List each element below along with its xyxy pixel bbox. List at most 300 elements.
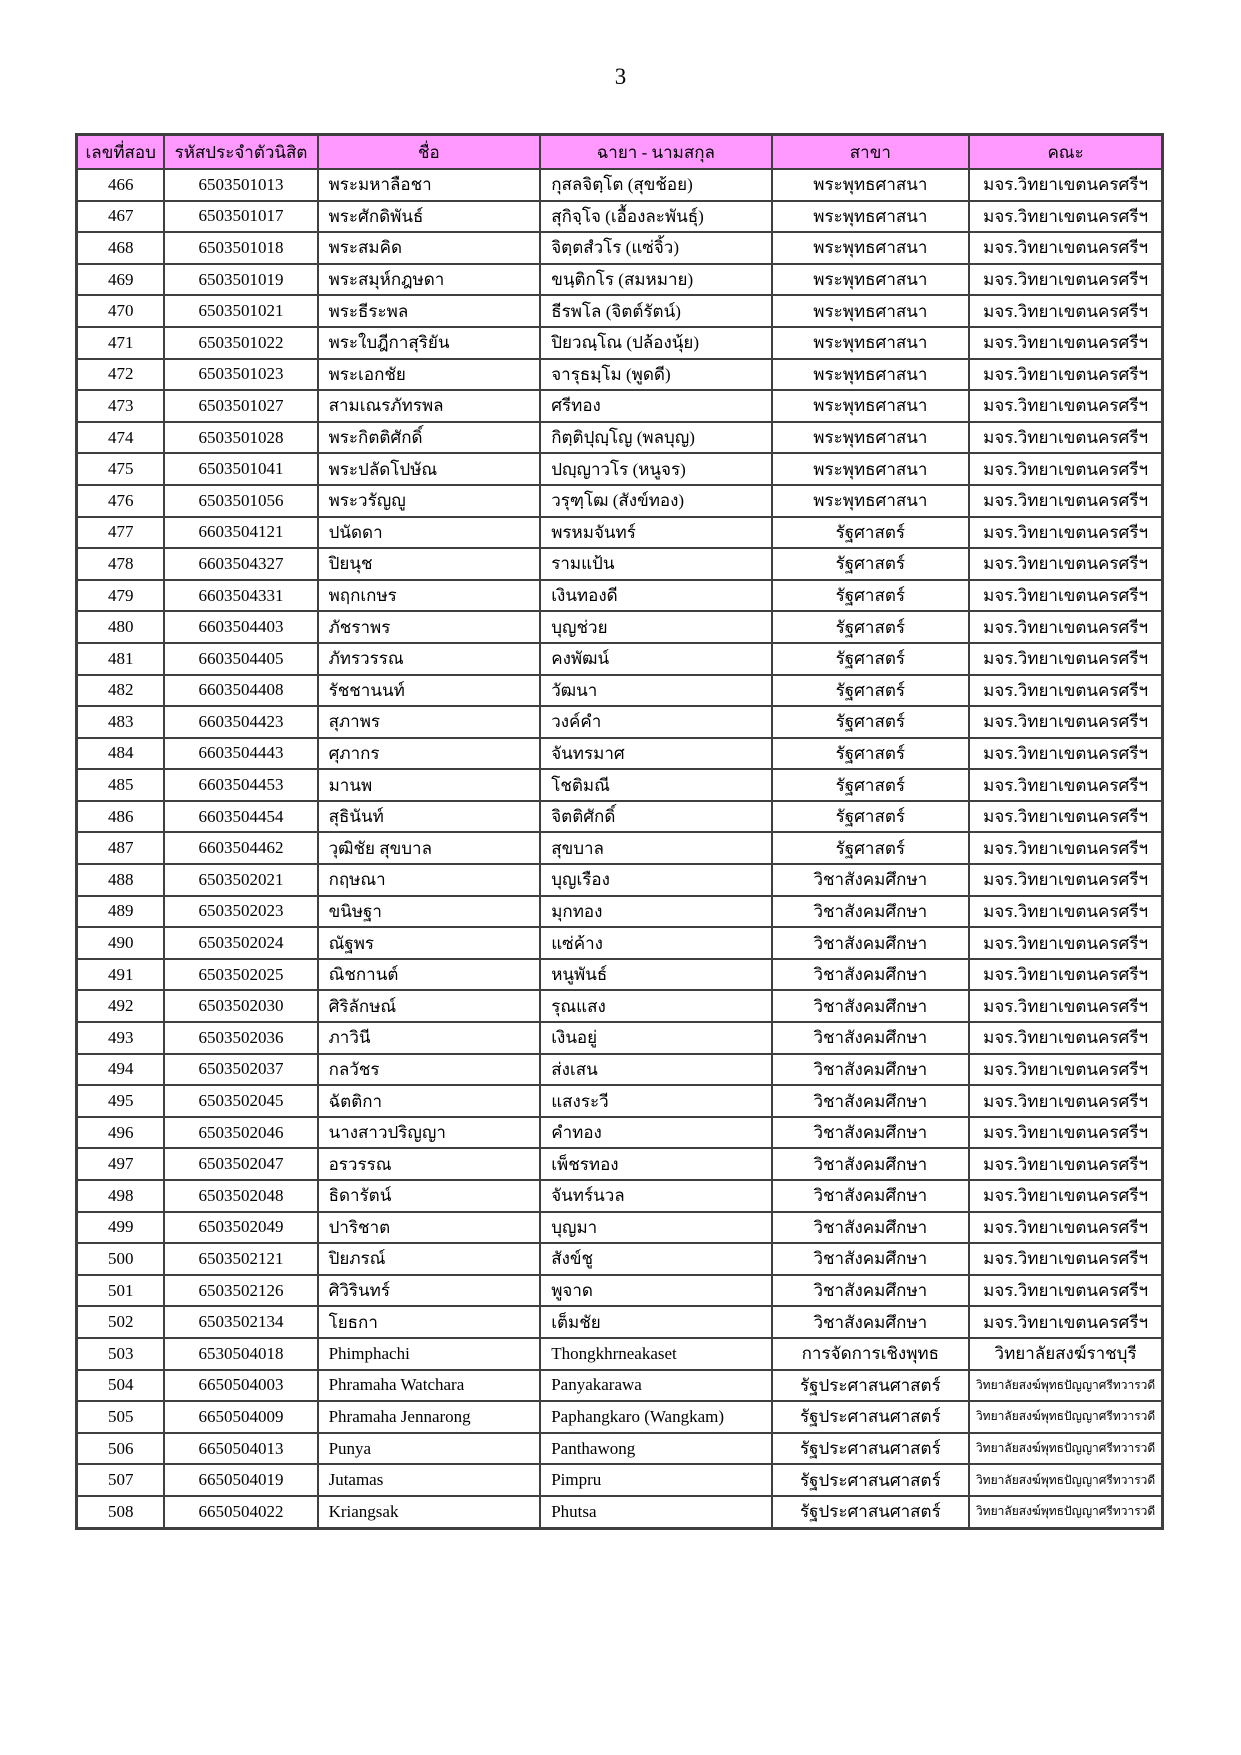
table-header [77,135,1163,170]
major-cell: วิชาสังคมศึกษา [772,1275,970,1307]
major-cell: พระพุทธศาสนา [772,264,970,296]
name-cell: โยธกา [318,1306,541,1338]
dhamma-surname-cell: ศรีทอง [540,390,771,422]
table-row [77,580,1163,612]
table-row [77,675,1163,707]
student-id-cell: 6603504331 [164,580,317,612]
major-cell: พระพุทธศาสนา [772,359,970,391]
exam-no-cell: 480 [77,611,165,643]
column-header-student-id: รหัสประจำตัวนิสิต [164,135,317,170]
column-header-major: สาขา [772,135,970,170]
name-cell: พระปลัดโปษัณ [318,453,541,485]
dhamma-surname-cell: ปญฺญาวโร (หนูจร) [540,453,771,485]
student-id-cell: 6503502037 [164,1054,317,1086]
major-cell: พระพุทธศาสนา [772,169,970,201]
name-cell: ปนัดดา [318,517,541,549]
table-row [77,548,1163,580]
student-id-cell: 6603504443 [164,738,317,770]
table-row [77,1148,1163,1180]
table-row [77,232,1163,264]
faculty-cell: มจร.วิทยาเขตนครศรีฯ [969,264,1162,296]
table-row [77,706,1163,738]
exam-no-cell: 498 [77,1180,165,1212]
exam-no-cell: 491 [77,959,165,991]
name-cell: Jutamas [318,1464,541,1496]
dhamma-surname-cell: บุญช่วย [540,611,771,643]
student-id-cell: 6603504454 [164,801,317,833]
faculty-cell: มจร.วิทยาเขตนครศรีฯ [969,801,1162,833]
faculty-cell: มจร.วิทยาเขตนครศรีฯ [969,390,1162,422]
table-row [77,1180,1163,1212]
dhamma-surname-cell: หนูพันธ์ [540,959,771,991]
dhamma-surname-cell: ธีรพโล (จิตต์รัตน์) [540,295,771,327]
student-id-cell: 6503501041 [164,453,317,485]
faculty-cell: มจร.วิทยาเขตนครศรีฯ [969,738,1162,770]
major-cell: วิชาสังคมศึกษา [772,1212,970,1244]
student-id-cell: 6603504408 [164,675,317,707]
faculty-cell: มจร.วิทยาเขตนครศรีฯ [969,517,1162,549]
name-cell: พระเอกชัย [318,359,541,391]
major-cell: รัฐศาสตร์ [772,548,970,580]
student-id-cell: 6503502048 [164,1180,317,1212]
exam-no-cell: 468 [77,232,165,264]
major-cell: รัฐศาสตร์ [772,801,970,833]
name-cell: พระใบฎีกาสุริยัน [318,327,541,359]
faculty-cell: มจร.วิทยาเขตนครศรีฯ [969,453,1162,485]
faculty-cell: มจร.วิทยาเขตนครศรีฯ [969,232,1162,264]
dhamma-surname-cell: มุกทอง [540,896,771,928]
name-cell: ปิยนุช [318,548,541,580]
name-cell: นางสาวปริญญา [318,1117,541,1149]
exam-no-cell: 483 [77,706,165,738]
table-row [77,896,1163,928]
major-cell: รัฐศาสตร์ [772,832,970,864]
dhamma-surname-cell: แสงระวี [540,1085,771,1117]
name-cell: พระสมคิด [318,232,541,264]
name-cell: ศุภากร [318,738,541,770]
table-row [77,295,1163,327]
student-id-cell: 6503502021 [164,864,317,896]
major-cell: พระพุทธศาสนา [772,485,970,517]
faculty-cell: มจร.วิทยาเขตนครศรีฯ [969,1148,1162,1180]
table-row [77,801,1163,833]
name-cell: Phramaha Jennarong [318,1401,541,1433]
student-id-cell: 6650504022 [164,1496,317,1528]
faculty-cell: วิทยาลัยสงฆ์พุทธปัญญาศรีทวารวดี [969,1370,1162,1402]
dhamma-surname-cell: ขนฺติกโร (สมหมาย) [540,264,771,296]
table-row [77,611,1163,643]
major-cell: รัฐศาสตร์ [772,643,970,675]
faculty-cell: มจร.วิทยาเขตนครศรีฯ [969,643,1162,675]
name-cell: Phramaha Watchara [318,1370,541,1402]
major-cell: วิชาสังคมศึกษา [772,1243,970,1275]
exam-no-cell: 494 [77,1054,165,1086]
major-cell: พระพุทธศาสนา [772,295,970,327]
exam-no-cell: 489 [77,896,165,928]
exam-no-cell: 505 [77,1401,165,1433]
name-cell: พระกิตติศักดิ์ [318,422,541,454]
major-cell: รัฐประศาสนศาสตร์ [772,1464,970,1496]
name-cell: Phimphachi [318,1338,541,1370]
header-row [77,135,1163,170]
faculty-cell: มจร.วิทยาเขตนครศรีฯ [969,359,1162,391]
major-cell: วิชาสังคมศึกษา [772,990,970,1022]
table-row [77,1054,1163,1086]
major-cell: รัฐประศาสนศาสตร์ [772,1496,970,1528]
major-cell: วิชาสังคมศึกษา [772,1054,970,1086]
name-cell: สามเณรภัทรพล [318,390,541,422]
student-id-cell: 6650504013 [164,1433,317,1465]
student-id-cell: 6503501028 [164,422,317,454]
name-cell: พระวรัญญู [318,485,541,517]
column-header-exam-no: เลขที่สอบ [77,135,165,170]
exam-no-cell: 470 [77,295,165,327]
faculty-cell: มจร.วิทยาเขตนครศรีฯ [969,1275,1162,1307]
exam-no-cell: 504 [77,1370,165,1402]
table-row [77,769,1163,801]
exam-no-cell: 469 [77,264,165,296]
student-id-cell: 6503502024 [164,927,317,959]
name-cell: ศิวิรินทร์ [318,1275,541,1307]
exam-no-cell: 467 [77,201,165,233]
exam-no-cell: 481 [77,643,165,675]
dhamma-surname-cell: วัฒนา [540,675,771,707]
student-id-cell: 6603504403 [164,611,317,643]
table-row [77,1212,1163,1244]
exam-no-cell: 502 [77,1306,165,1338]
faculty-cell: มจร.วิทยาเขตนครศรีฯ [969,927,1162,959]
name-cell: ฉัตติกา [318,1085,541,1117]
table-row [77,832,1163,864]
student-id-cell: 6503502025 [164,959,317,991]
faculty-cell: มจร.วิทยาเขตนครศรีฯ [969,832,1162,864]
major-cell: รัฐประศาสนศาสตร์ [772,1433,970,1465]
table-row [77,1243,1163,1275]
major-cell: พระพุทธศาสนา [772,422,970,454]
major-cell: พระพุทธศาสนา [772,327,970,359]
faculty-cell: วิทยาลัยสงฆ์พุทธปัญญาศรีทวารวดี [969,1464,1162,1496]
table-row [77,359,1163,391]
exam-no-cell: 493 [77,1022,165,1054]
table-row [77,453,1163,485]
student-id-cell: 6503502046 [164,1117,317,1149]
exam-no-cell: 495 [77,1085,165,1117]
student-id-cell: 6503501023 [164,359,317,391]
dhamma-surname-cell: รามแป้น [540,548,771,580]
table-row [77,1117,1163,1149]
dhamma-surname-cell: จันทรมาศ [540,738,771,770]
student-id-cell: 6603504462 [164,832,317,864]
name-cell: ปิยภรณ์ [318,1243,541,1275]
student-id-cell: 6603504423 [164,706,317,738]
major-cell: วิชาสังคมศึกษา [772,1117,970,1149]
column-header-name: ชื่อ [318,135,541,170]
name-cell: Punya [318,1433,541,1465]
student-id-cell: 6503502126 [164,1275,317,1307]
name-cell: ปาริชาต [318,1212,541,1244]
student-id-cell: 6530504018 [164,1338,317,1370]
name-cell: พระธีระพล [318,295,541,327]
table-row [77,264,1163,296]
faculty-cell: มจร.วิทยาเขตนครศรีฯ [969,611,1162,643]
student-id-cell: 6503502030 [164,990,317,1022]
exam-no-cell: 482 [77,675,165,707]
dhamma-surname-cell: Phutsa [540,1496,771,1528]
name-cell: ภาวินี [318,1022,541,1054]
faculty-cell: มจร.วิทยาเขตนครศรีฯ [969,1212,1162,1244]
table-row [77,738,1163,770]
student-id-cell: 6503501018 [164,232,317,264]
major-cell: รัฐประศาสนศาสตร์ [772,1370,970,1402]
exam-no-cell: 466 [77,169,165,201]
table-row [77,327,1163,359]
dhamma-surname-cell: พูจาด [540,1275,771,1307]
table-row [77,990,1163,1022]
exam-no-cell: 500 [77,1243,165,1275]
name-cell: พระมหาลือชา [318,169,541,201]
name-cell: Kriangsak [318,1496,541,1528]
major-cell: วิชาสังคมศึกษา [772,1148,970,1180]
exam-no-cell: 497 [77,1148,165,1180]
dhamma-surname-cell: จิตติศักดิ์ [540,801,771,833]
name-cell: ขนิษฐา [318,896,541,928]
faculty-cell: วิทยาลัยสงฆ์พุทธปัญญาศรีทวารวดี [969,1433,1162,1465]
dhamma-surname-cell: วงค์คำ [540,706,771,738]
table-row [77,1401,1163,1433]
dhamma-surname-cell: วรุฑฺโฒ (สังข์ทอง) [540,485,771,517]
table-row [77,169,1163,201]
name-cell: ธิดารัตน์ [318,1180,541,1212]
major-cell: รัฐประศาสนศาสตร์ [772,1401,970,1433]
name-cell: สุธินันท์ [318,801,541,833]
dhamma-surname-cell: Panthawong [540,1433,771,1465]
exam-no-cell: 508 [77,1496,165,1528]
faculty-cell: มจร.วิทยาเขตนครศรีฯ [969,896,1162,928]
table-row [77,1338,1163,1370]
dhamma-surname-cell: เต็มชัย [540,1306,771,1338]
table-row [77,1496,1163,1528]
dhamma-surname-cell: Thongkhrneakaset [540,1338,771,1370]
major-cell: วิชาสังคมศึกษา [772,1085,970,1117]
student-id-cell: 6503502134 [164,1306,317,1338]
student-id-cell: 6503502121 [164,1243,317,1275]
dhamma-surname-cell: ปิยวณฺโณ (ปล้องนุ้ย) [540,327,771,359]
table-row [77,485,1163,517]
name-cell: ภัทรวรรณ [318,643,541,675]
exam-no-cell: 486 [77,801,165,833]
table-row [77,390,1163,422]
major-cell: วิชาสังคมศึกษา [772,864,970,896]
faculty-cell: มจร.วิทยาเขตนครศรีฯ [969,580,1162,612]
dhamma-surname-cell: สังข์ชู [540,1243,771,1275]
student-id-cell: 6503502023 [164,896,317,928]
exam-no-cell: 503 [77,1338,165,1370]
major-cell: วิชาสังคมศึกษา [772,1022,970,1054]
exam-no-cell: 478 [77,548,165,580]
major-cell: วิชาสังคมศึกษา [772,927,970,959]
exam-no-cell: 473 [77,390,165,422]
major-cell: รัฐศาสตร์ [772,611,970,643]
student-id-cell: 6650504019 [164,1464,317,1496]
major-cell: รัฐศาสตร์ [772,706,970,738]
faculty-cell: มจร.วิทยาเขตนครศรีฯ [969,422,1162,454]
student-id-cell: 6650504009 [164,1401,317,1433]
exam-no-cell: 474 [77,422,165,454]
column-header-faculty: คณะ [969,135,1162,170]
dhamma-surname-cell: คงพัฒน์ [540,643,771,675]
faculty-cell: มจร.วิทยาเขตนครศรีฯ [969,295,1162,327]
name-cell: มานพ [318,769,541,801]
page-number: 3 [614,64,627,89]
table-row [77,1085,1163,1117]
student-id-cell: 6503501056 [164,485,317,517]
major-cell: พระพุทธศาสนา [772,232,970,264]
exam-no-cell: 506 [77,1433,165,1465]
faculty-cell: มจร.วิทยาเขตนครศรีฯ [969,675,1162,707]
dhamma-surname-cell: เงินทองดี [540,580,771,612]
table-row [77,1306,1163,1338]
student-id-cell: 6503502036 [164,1022,317,1054]
exam-no-cell: 472 [77,359,165,391]
exam-no-cell: 499 [77,1212,165,1244]
faculty-cell: มจร.วิทยาเขตนครศรีฯ [969,1117,1162,1149]
name-cell: ณัฐพร [318,927,541,959]
exam-no-cell: 490 [77,927,165,959]
faculty-cell: มจร.วิทยาเขตนครศรีฯ [969,1306,1162,1338]
faculty-cell: มจร.วิทยาเขตนครศรีฯ [969,864,1162,896]
faculty-cell: มจร.วิทยาเขตนครศรีฯ [969,990,1162,1022]
faculty-cell: มจร.วิทยาเขตนครศรีฯ [969,1022,1162,1054]
faculty-cell: มจร.วิทยาเขตนครศรีฯ [969,1085,1162,1117]
student-id-cell: 6503501021 [164,295,317,327]
name-cell: สุภาพร [318,706,541,738]
dhamma-surname-cell: บุญมา [540,1212,771,1244]
table-row [77,517,1163,549]
name-cell: กลวัชร [318,1054,541,1086]
dhamma-surname-cell: จันทร์นวล [540,1180,771,1212]
name-cell: พระสมุห์กฎษดา [318,264,541,296]
dhamma-surname-cell: พรหมจันทร์ [540,517,771,549]
table-row [77,643,1163,675]
student-id-cell: 6650504003 [164,1370,317,1402]
column-header-dhamma-surname: ฉายา - นามสกุล [540,135,771,170]
major-cell: พระพุทธศาสนา [772,453,970,485]
exam-no-cell: 507 [77,1464,165,1496]
student-id-cell: 6503502049 [164,1212,317,1244]
major-cell: รัฐศาสตร์ [772,517,970,549]
faculty-cell: มจร.วิทยาเขตนครศรีฯ [969,706,1162,738]
major-cell: วิชาสังคมศึกษา [772,959,970,991]
table-row [77,927,1163,959]
dhamma-surname-cell: กิตฺติปุญฺโญ (พลบุญ) [540,422,771,454]
name-cell: ณิชกานต์ [318,959,541,991]
student-id-cell: 6503502047 [164,1148,317,1180]
faculty-cell: มจร.วิทยาเขตนครศรีฯ [969,327,1162,359]
faculty-cell: วิทยาลัยสงฆ์พุทธปัญญาศรีทวารวดี [969,1401,1162,1433]
faculty-cell: มจร.วิทยาเขตนครศรีฯ [969,769,1162,801]
name-cell: พระศักดิพันธ์ [318,201,541,233]
table-row [77,864,1163,896]
faculty-cell: มจร.วิทยาเขตนครศรีฯ [969,201,1162,233]
exam-no-cell: 479 [77,580,165,612]
major-cell: รัฐศาสตร์ [772,769,970,801]
major-cell: รัฐศาสตร์ [772,580,970,612]
exam-no-cell: 477 [77,517,165,549]
dhamma-surname-cell: ส่งเสน [540,1054,771,1086]
name-cell: ศิริลักษณ์ [318,990,541,1022]
dhamma-surname-cell: แซ่ค้าง [540,927,771,959]
major-cell: วิชาสังคมศึกษา [772,1306,970,1338]
dhamma-surname-cell: Pimpru [540,1464,771,1496]
exam-no-cell: 485 [77,769,165,801]
student-id-cell: 6603504327 [164,548,317,580]
dhamma-surname-cell: สุขบาล [540,832,771,864]
student-id-cell: 6503501027 [164,390,317,422]
exam-no-cell: 492 [77,990,165,1022]
major-cell: รัฐศาสตร์ [772,675,970,707]
dhamma-surname-cell: กุสลจิตฺโต (สุขช้อย) [540,169,771,201]
exam-no-cell: 488 [77,864,165,896]
exam-no-cell: 487 [77,832,165,864]
student-id-cell: 6503501022 [164,327,317,359]
major-cell: วิชาสังคมศึกษา [772,896,970,928]
major-cell: วิชาสังคมศึกษา [772,1180,970,1212]
student-id-cell: 6503501013 [164,169,317,201]
table-row [77,1433,1163,1465]
dhamma-surname-cell: Paphangkaro (Wangkam) [540,1401,771,1433]
faculty-cell: มจร.วิทยาเขตนครศรีฯ [969,959,1162,991]
dhamma-surname-cell: Panyakarawa [540,1370,771,1402]
student-id-cell: 6503502045 [164,1085,317,1117]
faculty-cell: มจร.วิทยาเขตนครศรีฯ [969,1243,1162,1275]
exam-no-cell: 475 [77,453,165,485]
student-id-cell: 6503501019 [164,264,317,296]
dhamma-surname-cell: จารุธมฺโม (พูดดี) [540,359,771,391]
faculty-cell: วิทยาลัยสงฆ์พุทธปัญญาศรีทวารวดี [969,1496,1162,1528]
faculty-cell: มจร.วิทยาเขตนครศรีฯ [969,1180,1162,1212]
name-cell: พฤกเกษร [318,580,541,612]
table-row [77,959,1163,991]
student-id-cell: 6603504405 [164,643,317,675]
name-cell: ภัชราพร [318,611,541,643]
name-cell: วุฒิชัย สุขบาล [318,832,541,864]
major-cell: พระพุทธศาสนา [772,390,970,422]
exam-no-cell: 476 [77,485,165,517]
dhamma-surname-cell: รุณแสง [540,990,771,1022]
table-row [77,1370,1163,1402]
major-cell: พระพุทธศาสนา [772,201,970,233]
table-body [77,169,1163,1528]
exam-no-cell: 501 [77,1275,165,1307]
faculty-cell: มจร.วิทยาเขตนครศรีฯ [969,548,1162,580]
student-id-cell: 6603504121 [164,517,317,549]
dhamma-surname-cell: เงินอยู่ [540,1022,771,1054]
dhamma-surname-cell: เพ็ชรทอง [540,1148,771,1180]
faculty-cell: มจร.วิทยาเขตนครศรีฯ [969,169,1162,201]
name-cell: อรวรรณ [318,1148,541,1180]
dhamma-surname-cell: บุญเรือง [540,864,771,896]
exam-no-cell: 484 [77,738,165,770]
dhamma-surname-cell: คำทอง [540,1117,771,1149]
table-row [77,422,1163,454]
student-id-cell: 6603504453 [164,769,317,801]
dhamma-surname-cell: จิตฺตสํวโร (แซ่จิ้ว) [540,232,771,264]
exam-roster-table [75,133,1164,1530]
table-row [77,201,1163,233]
table-row [77,1022,1163,1054]
dhamma-surname-cell: สุกิจฺโจ (เอื้องละพันธุ์) [540,201,771,233]
exam-no-cell: 496 [77,1117,165,1149]
